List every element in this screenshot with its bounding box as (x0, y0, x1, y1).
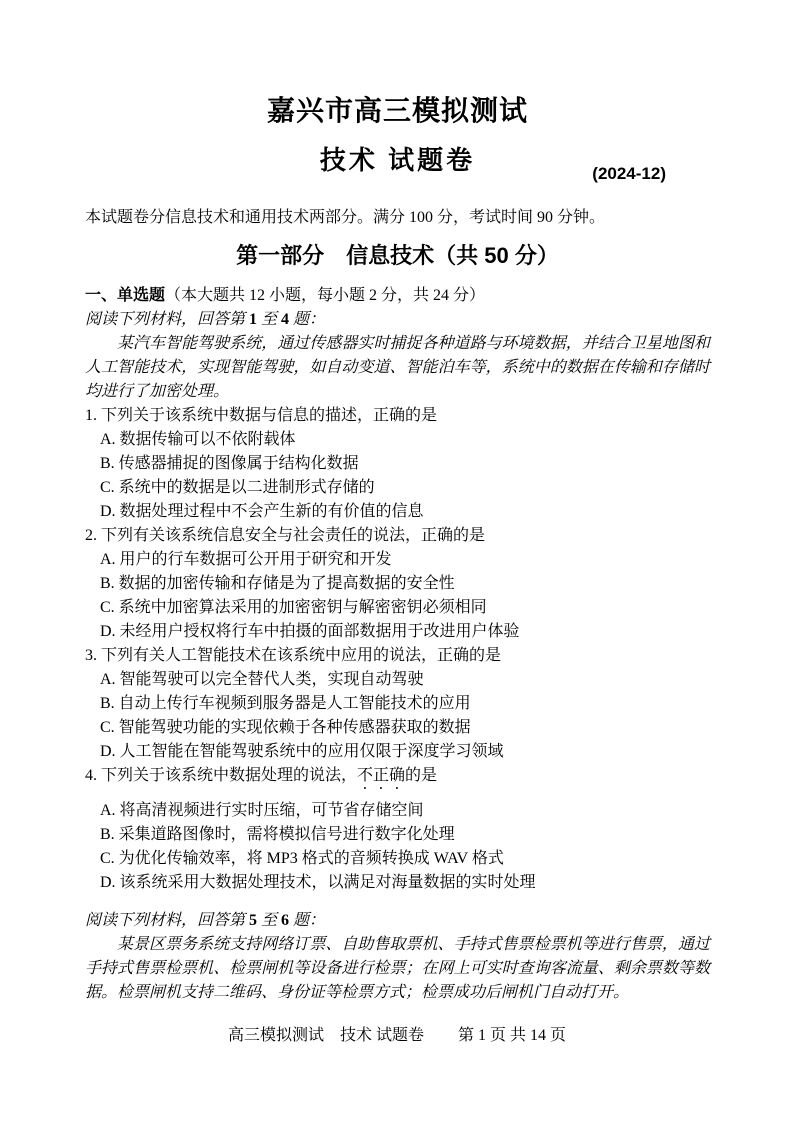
material1-prompt-start-number: 1 (249, 311, 258, 328)
question-1 (85, 404, 710, 524)
part1-header: 第一部分 信息技术（共 50 分） (236, 243, 559, 268)
question-1-stem: 1. 下列关于该系统中数据与信息的描述，正确的是 (85, 407, 438, 424)
material2-prompt-text: 阅读下列材料，回答第 (85, 912, 250, 929)
exam-date: (2024-12) (592, 164, 666, 183)
material1-prompt (85, 308, 710, 332)
section1-heading-detail: （本大题共 12 小题，每小题 2 分，共 24 分） (165, 287, 486, 304)
question-4-emphasized-word: 不正确 (357, 767, 406, 784)
material2-prompt-end-number: 6 (281, 912, 290, 929)
question-4-option-a: A. 将高清视频进行实时压缩，可节省存储空间 (100, 802, 424, 819)
section1-heading-title: 一、单选题 (85, 287, 166, 304)
question-2 (85, 524, 710, 644)
material1-text: 某汽车智能驾驶系统，通过传感器实时捕捉各种道路与环境数据，并结合卫星地图和人工智能技术，实现智能驾驶，如自动变道、智能泊车等，系统中的数据在传输和存储时均进行了加密处理。 (85, 335, 710, 400)
material1-prompt-text: 阅读下列材料，回答第 (85, 311, 250, 328)
material2-prompt-post: 题： (289, 912, 326, 929)
question-1-option-c: C. 系统中的数据是以二进制形式存储的 (100, 479, 375, 496)
question-3-stem: 3. 下列有关人工智能技术在该系统中应用的说法，正确的是 (85, 647, 502, 664)
question-3-option-a: A. 智能驾驶可以完全替代人类，实现自动驾驶 (100, 671, 424, 688)
material2-text: 某景区票务系统支持网络订票、自助售取票机、手持式售票检票机等进行售票，通过手持式售票检票机、检票闸机等设备进行检票；在网上可实时查询客流量、剩余票数等数据。检票闸机支持二维码、身份证等检票方式；检票成功后闸机门自动打开。 (85, 936, 710, 1001)
question-1-option-d: D. 数据处理过程中不会产生新的有价值的信息 (100, 503, 424, 520)
question-3-option-c: C. 智能驾驶功能的实现依赖于各种传感器获取的数据 (100, 719, 471, 736)
question-2-option-c: C. 系统中加密算法采用的加密密钥与解密密钥必须相同 (100, 599, 487, 616)
question-2-option-a: A. 用户的行车数据可公开用于研究和开发 (100, 551, 392, 568)
material2-prompt (85, 909, 710, 933)
question-3-option-d: D. 人工智能在智能驾驶系统中的应用仅限于深度学习领域 (100, 743, 504, 760)
material1-prompt-end-number: 4 (281, 311, 290, 328)
question-2-stem: 2. 下列有关该系统信息安全与社会责任的说法，正确的是 (85, 527, 486, 544)
question-4-option-b: B. 采集道路图像时，需将模拟信号进行数字化处理 (100, 826, 455, 843)
question-3 (85, 644, 710, 764)
question-4-option-c: C. 为优化传输效率，将 MP3 格式的音频转换成 WAV 格式 (100, 850, 504, 867)
question-2-option-d: D. 未经用户授权将行车中拍摄的面部数据用于改进用户体验 (100, 623, 520, 640)
question-4-stem-pre: 4. 下列关于该系统中数据处理的说法， (85, 767, 358, 784)
page-footer (0, 1026, 794, 1046)
material2-prompt-mid: 至 (257, 912, 282, 929)
material1-prompt-mid: 至 (257, 311, 282, 328)
section1-heading (85, 284, 710, 308)
question-1-option-b: B. 传感器捕捉的图像属于结构化数据 (100, 455, 359, 472)
question-2-option-b: B. 数据的加密传输和存储是为了提高数据的安全性 (100, 575, 455, 592)
question-4-options (85, 799, 710, 895)
question-3-option-b: B. 自动上传行车视频到服务器是人工智能技术的应用 (100, 695, 471, 712)
question-4-stem-post: 的是 (405, 767, 438, 784)
question-1-option-a: A. 数据传输可以不依附载体 (100, 431, 296, 448)
exam-intro: 本试题卷分信息技术和通用技术两部分。满分 100 分，考试时间 90 分钟。 (85, 209, 606, 226)
exam-subtitle: 技术 试题卷 (319, 145, 476, 175)
question-4-stem (85, 764, 710, 793)
exam-title: 嘉兴市高三模拟测试 (266, 95, 528, 126)
material2-prompt-start-number: 5 (249, 912, 258, 929)
question-4 (85, 764, 710, 895)
question-4-option-d: D. 该系统采用大数据处理技术，以满足对海量数据的实时处理 (100, 874, 536, 891)
material1-prompt-post: 题： (289, 311, 326, 328)
footer-document-name: 高三模拟测试 技术 试题卷 (227, 1027, 424, 1044)
footer-page-number: 第 1 页 共 14 页 (458, 1027, 567, 1044)
subtitle-row (85, 144, 710, 183)
